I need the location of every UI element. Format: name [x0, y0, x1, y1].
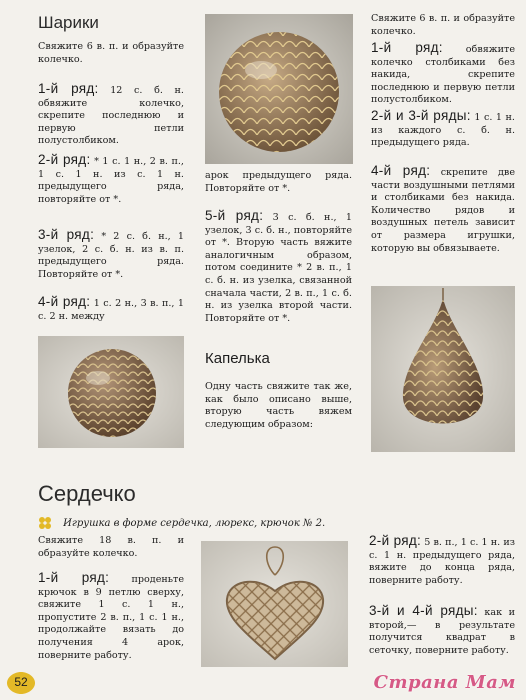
row-label: 2-й ряд: — [38, 152, 91, 167]
shariki-row1 — [38, 83, 184, 148]
serdechko-row1 — [38, 572, 184, 662]
row-label: 2-й ряд: — [369, 533, 422, 548]
kapelka-row1 — [371, 42, 515, 107]
photo-ball-large — [205, 14, 353, 164]
row-label: 1-й ряд: — [38, 81, 99, 96]
kapelka-row2-3 — [371, 110, 515, 150]
shariki-row2 — [38, 154, 184, 206]
serdechko-row3-4 — [369, 605, 515, 657]
serdechko-row2 — [369, 535, 515, 587]
shariki-row5 — [205, 210, 352, 325]
row-text: скрепите две части воздушными петлями и столбиками без накида. Количество рядов и воздушных петель зависит от размера игрушки, которую вы обвязываете. — [371, 167, 515, 254]
row-label: 4-й ряд: — [38, 294, 91, 309]
serdechko-intro: Свяжите 18 в. п. и образуйте колечко. — [38, 535, 184, 559]
shariki-row3 — [38, 229, 184, 281]
row-text: обвяжите колечко столбиками без накида, скрепите последнюю и первую петли полустолбиком. — [371, 44, 515, 106]
row-text: 1 с. 2 н., 3 в. п., 1 с. 2 н. между — [38, 298, 184, 322]
photo-ball-small — [38, 336, 184, 448]
subtitle-text: Игрушка в форме сердечка, люрекс, крючок № 2. — [63, 518, 326, 530]
shariki-intro: Свяжите 6 в. п. и образуйте колечко. — [38, 41, 184, 65]
crochet-heart-image — [201, 541, 348, 667]
row-text: проденьте крючок в 9 петлю сверху, свяжите 1 с. 1 н., пропустите 2 в. п., 1 с. 1 н., продолжайте вязать до получения 4 арок, поверните работу. — [38, 574, 184, 661]
watermark: Страна Мам — [373, 672, 516, 693]
crochet-ball-image — [38, 336, 184, 448]
row-label: 5-й ряд: — [205, 208, 264, 223]
row-label: 1-й ряд: — [371, 40, 443, 55]
row-text: * 1 с. 1 н., 2 в. п., 1 с. 1 н. из с. 1 н. предыдущего ряда, повторяйте от *. — [38, 156, 184, 205]
shariki-row4-continued: арок предыдущего ряда. Повторяйте от *. — [205, 170, 352, 194]
crochet-ball-image — [205, 14, 353, 164]
kapelka-row4 — [371, 165, 515, 255]
photo-drop — [371, 286, 515, 452]
row-label: 4-й ряд: — [371, 163, 431, 178]
photo-heart — [201, 541, 348, 667]
kapelka-start: Свяжите 6 в. п. и образуйте колечко. — [371, 13, 515, 37]
row-label: 3-й ряд: — [38, 227, 95, 242]
row-label: 3-й и 4-й ряды: — [369, 603, 478, 618]
row-text: 1 с. 1 н. из каждого с. б. н. предыдущего ряда. — [371, 112, 515, 149]
kapelka-intro: Одну часть свяжите так же, как было описано выше, вторую часть вяжем следующим образом: — [205, 381, 352, 430]
crochet-drop-image — [371, 286, 515, 452]
row-label: 1-й ряд: — [38, 570, 110, 585]
row-text: 3 с. б. н., 1 узелок, 3 с. б. н., повторяйте от *. Вторую часть вяжите аналогичным образом, потом соедините * 2 в. п., 1 с. б. н. из узелка, связанной сначала части, 2 в. п., 1 с. б. н. из узелка второй части. Повторяйте от *. — [205, 212, 352, 324]
row-text: * 2 с. б. н., 1 узелок, 2 с. б. н. из в. п. предыдущего ряда. Повторяйте от *. — [38, 231, 184, 280]
serdechko-subtitle — [38, 514, 368, 534]
clover-icon — [38, 515, 52, 534]
section-title-serdechko: Сердечко — [38, 481, 136, 506]
page-number: 52 — [14, 675, 28, 689]
row-text: 5 в. п., 1 с. 1 н. из с. 1 н. предыдущего ряда, вяжите до конца ряда, поверните работу. — [369, 537, 515, 586]
section-title-kapelka: Капелька — [205, 350, 270, 367]
row-text: 12 с. б. н. обвяжите колечко, скрепите последнюю и первую петли полустолбиком. — [38, 85, 184, 147]
row-label: 2-й и 3-й ряды: — [371, 108, 471, 123]
page-number-badge — [6, 671, 36, 695]
row-text: как и второй,— в результате получится квадрат в сеточку, поверните работу. — [369, 607, 515, 656]
section-title-shariki: Шарики — [38, 13, 99, 32]
shariki-row4 — [38, 296, 184, 323]
